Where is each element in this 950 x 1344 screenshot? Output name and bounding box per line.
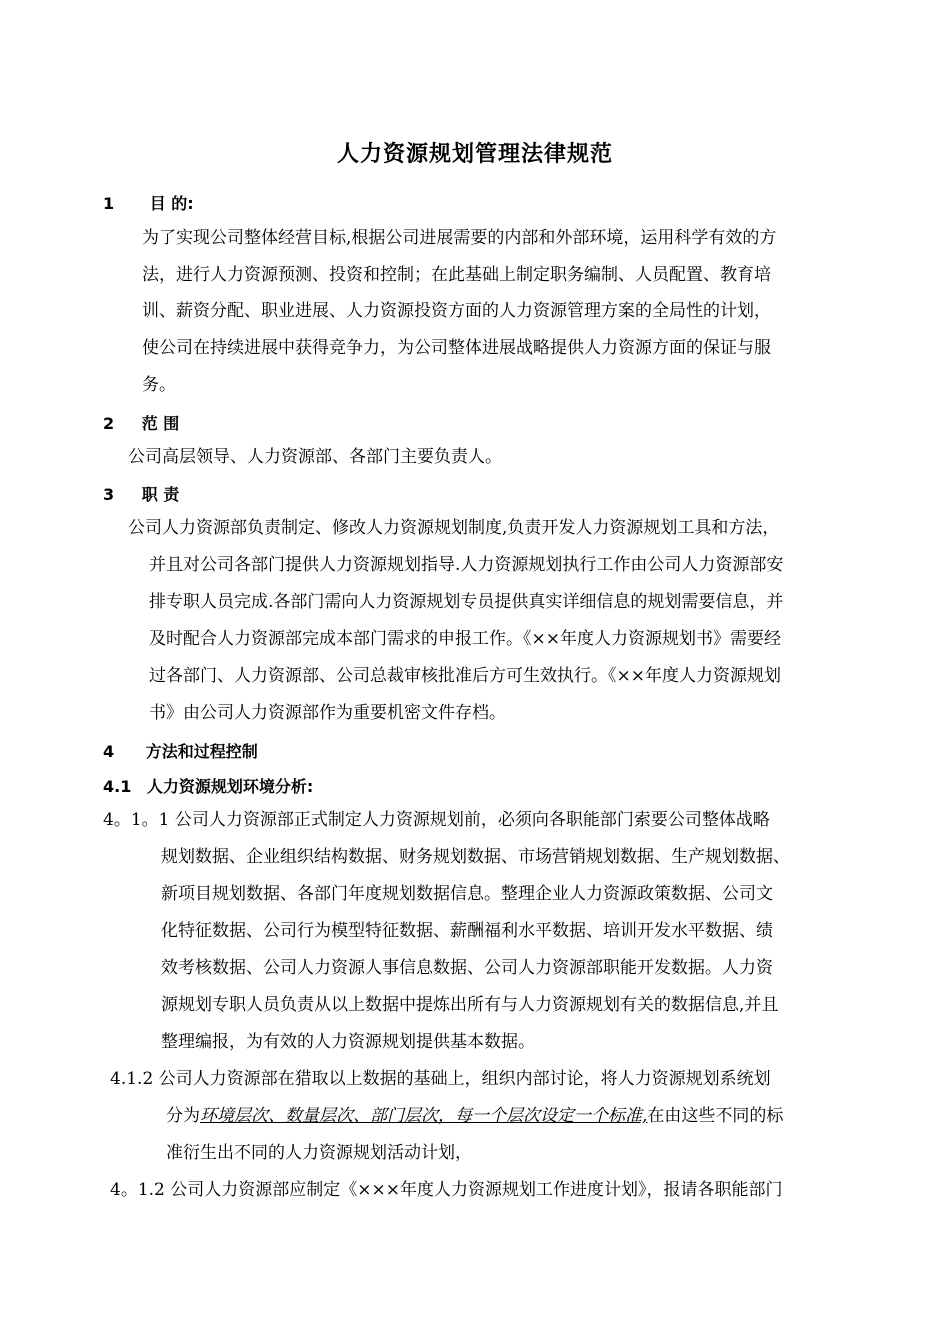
paragraph-line: 使公司在持续进展中获得竞争力，为公司整体进展战略提供人力资源方面的保证与服 [142, 338, 771, 358]
section-title: 目 的: [149, 194, 194, 213]
section-title: 人力资源规划环境分析: [146, 777, 314, 796]
paragraph-line: 规划数据、企业组织结构数据、财务规划数据、市场营销规划数据、生产规划数据、 [161, 847, 790, 867]
section-1-heading [103, 191, 194, 214]
paragraph-line: 法，进行人力资源预测、投资和控制；在此基础上制定职务编制、人员配置、教育培 [142, 265, 771, 285]
paragraph-line: 4。1.2 公司人力资源部应制定《×××年度人力资源规划工作进度计划》，报请各职能部门 [110, 1180, 783, 1200]
paragraph-line: 新项目规划数据、各部门年度规划数据信息。整理企业人力资源政策数据、公司文 [161, 884, 773, 904]
text-run: 在由这些不同的标 [647, 1106, 784, 1126]
paragraph-line: 过各部门、人力资源部、公司总裁审核批准后方可生效执行。《××年度人力资源规划 [149, 666, 781, 686]
paragraph-line: 书》由公司人力资源部作为重要机密文件存档。 [149, 703, 506, 723]
paragraph-line: 公司人力资源部负责制定、修改人力资源规划制度,负责开发人力资源规划工具和方法， [128, 518, 780, 538]
paragraph-line: 训、薪资分配、职业进展、人力资源投资方面的人力资源管理方案的全局性的计划， [142, 301, 771, 321]
paragraph-line: 4.1.2 公司人力资源部在猎取以上数据的基础上，组织内部讨论，将人力资源规划系统划 [110, 1069, 771, 1089]
paragraph-line: 务。 [142, 375, 176, 395]
section-number: 2 [103, 414, 115, 433]
section-number: 4.1 [103, 777, 132, 796]
section-4-1-heading [103, 774, 313, 797]
paragraph-line: 排专职人员完成.各部门需向人力资源规划专员提供真实详细信息的规划需要信息，并 [149, 592, 784, 612]
underlined-text: 环境层次、数量层次、部门层次，每一个层次设定一个标准, [200, 1106, 648, 1126]
paragraph-line: 效考核数据、公司人力资源人事信息数据、公司人力资源部职能开发数据。人力资 [161, 958, 773, 978]
paragraph-line-with-emphasis [166, 1104, 783, 1128]
paragraph-line: 并且对公司各部门提供人力资源规划指导.人力资源规划执行工作由公司人力资源部安 [149, 555, 784, 575]
section-number: 1 [103, 194, 115, 213]
paragraph-line: 整理编报，为有效的人力资源规划提供基本数据。 [161, 1032, 535, 1052]
paragraph-line: 4。1。1 公司人力资源部正式制定人力资源规划前，必须向各职能部门索要公司整体战略 [103, 810, 770, 830]
text-run: 分为 [166, 1106, 200, 1126]
paragraph-line: 化特征数据、公司行为模型特征数据、薪酬福利水平数据、培训开发水平数据、绩 [161, 921, 773, 941]
paragraph-line: 源规划专职人员负责从以上数据中提炼出所有与人力资源规划有关的数据信息,并且 [161, 995, 779, 1015]
section-number: 4 [103, 742, 115, 761]
paragraph-line: 为了实现公司整体经营目标,根据公司进展需要的内部和外部环境，运用科学有效的方 [142, 228, 777, 248]
paragraph-line: 及时配合人力资源部完成本部门需求的申报工作。《××年度人力资源规划书》需要经 [149, 629, 781, 649]
section-2-heading [103, 411, 179, 434]
section-title: 方法和过程控制 [145, 742, 258, 761]
section-3-heading [103, 482, 179, 505]
document-title: 人力资源规划管理法律规范 [336, 142, 613, 167]
section-title: 范 围 [141, 414, 180, 433]
paragraph-line: 准衍生出不同的人力资源规划活动计划， [166, 1143, 472, 1163]
section-4-heading [103, 739, 258, 762]
section-title: 职 责 [141, 485, 180, 504]
section-number: 3 [103, 485, 115, 504]
paragraph-line: 公司高层领导、人力资源部、各部门主要负责人。 [128, 447, 502, 467]
